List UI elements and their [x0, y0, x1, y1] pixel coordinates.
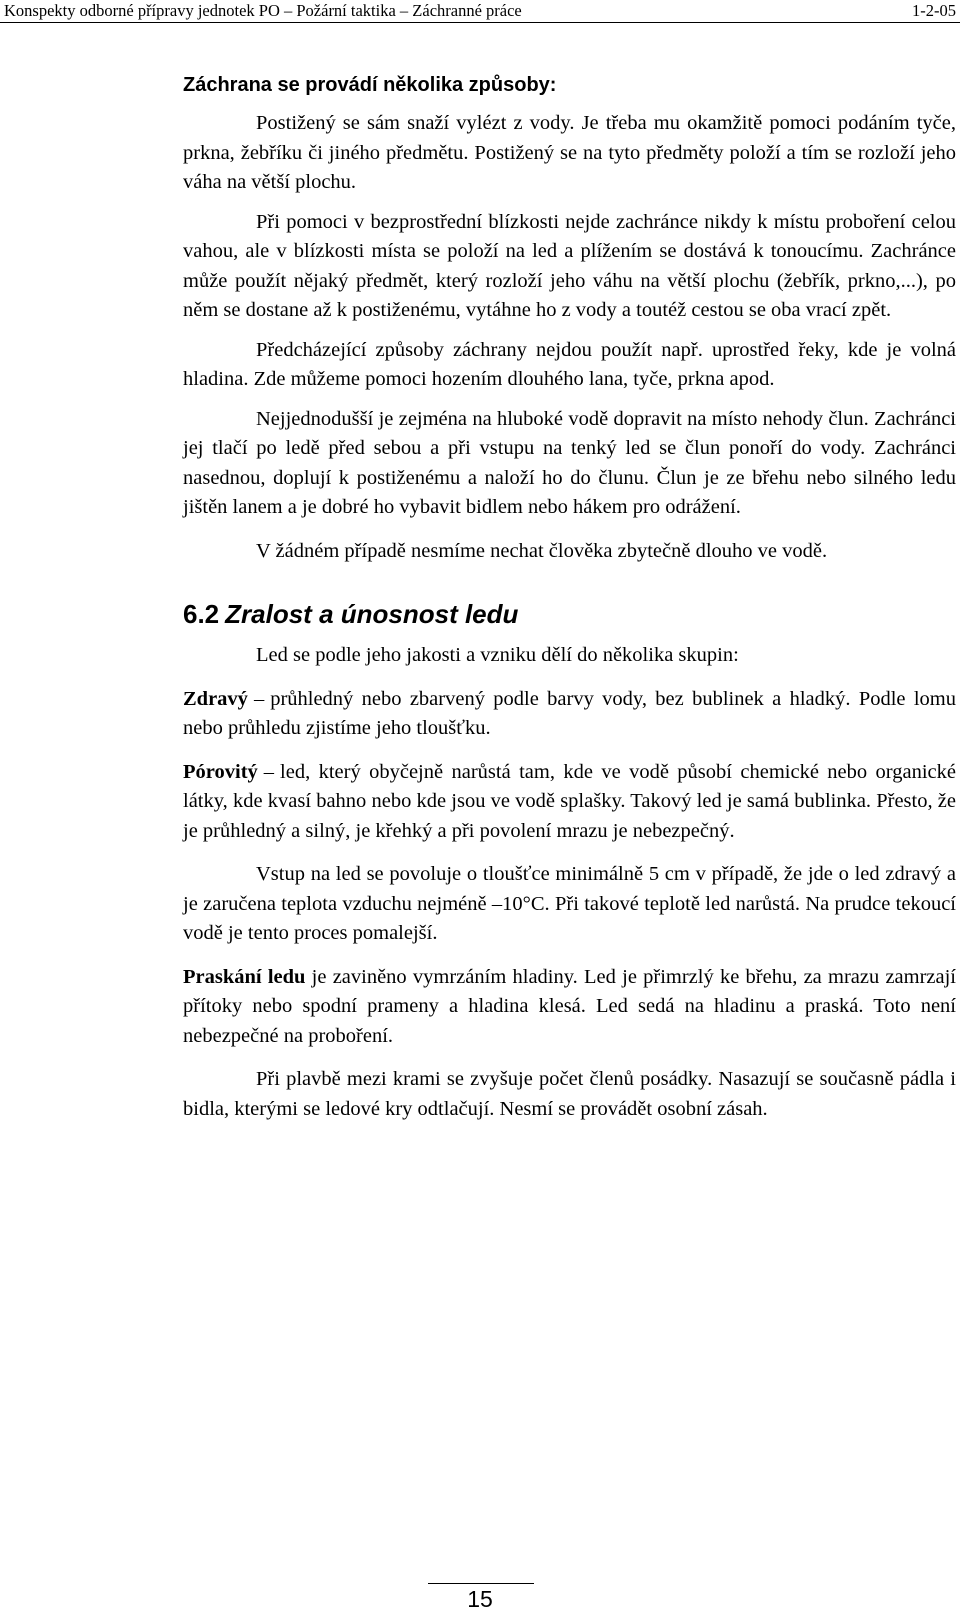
ice-type-porous-term: Pórovitý — [183, 760, 258, 783]
ice-type-healthy-dash: – — [253, 687, 265, 710]
ice-cracking-term: Praskání ledu — [183, 965, 306, 988]
footer-divider — [428, 1583, 534, 1584]
ice-cracking — [183, 963, 956, 1052]
header-document-code: 1-2-05 — [912, 1, 956, 20]
ice-type-healthy-term: Zdravý — [183, 687, 248, 710]
rescue-paragraph-3: Předcházející způsoby záchrany nejdou použít např. uprostřed řeky, kde je volná hladina. Zde můžeme pomoci hozením dlouhého lana, tyče, prkna apod. — [183, 338, 956, 390]
ice-cracking-text: je zaviněno vymrzáním hladiny. Led je přimrzlý ke břehu, za mrazu zamrzají přítoky nebo spodní prameny a hladina klesá. Led sedá na hladinu a praská. Toto není nebezpečné na proboření. — [183, 965, 957, 1047]
ice-types-intro: Led se podle jeho jakosti a vzniku dělí do několika skupin: — [256, 644, 739, 666]
rescue-paragraph-2: Při pomoci v bezprostřední blízkosti nejde zachránce nikdy k místu proboření celou vahou, ale v blízkosti místa se položí na led a plížením se dostává k tonoucímu. Zachránce může použít nějaký předmět, který rozloží jeho váhu na větší plochu (žebřík, prkno,...), po něm se dostane až k postiženému, vytáhne ho z vody a toutéž cestou se oba vrací zpět. — [183, 210, 956, 321]
rescue-paragraph-1: Postižený se sám snaží vylézt z vody. Je třeba mu okamžitě pomoci podáním tyče, prkna, žebříku či jiného předmětu. Postižený se na tyto předměty položí a tím se rozloží jeho váha na větší plochu. — [183, 112, 956, 193]
ice-type-porous-text: led, který obyčejně narůstá tam, kde ve vodě působí chemické nebo organické látky, kde kvasí bahno nebo kde jsou ve vodě splašky. Takový led je samá bublinka. Přesto, že je průhledný a silný, je křehký a při povolení mrazu je nebezpečný. — [183, 760, 956, 842]
ice-type-healthy — [183, 685, 956, 744]
ice-type-healthy-text: průhledný nebo zbarvený podle barvy vody, bez bublinek a hladký. Podle lomu nebo průhledu zjistíme jeho tloušťku. — [183, 687, 956, 739]
header-title: Konspekty odborné přípravy jednotek PO – Požární taktika – Záchranné práce — [4, 1, 522, 20]
section-title: Zralost a únosnost ledu — [225, 599, 519, 629]
rescue-methods-heading: Záchrana se provádí několika způsoby: — [183, 74, 557, 96]
rescue-paragraph-5: V žádném případě nesmíme nechat člověka zbytečně dlouho ve vodě. — [256, 539, 828, 562]
section-heading — [183, 598, 956, 630]
ice-floes-paragraph: Při plavbě mezi krami se zvyšuje počet členů posádky. Nasazují se současně pádla i bidla, kterými se ledové kry odtlačují. Nesmí se provádět osobní zásah. — [183, 1068, 956, 1120]
ice-type-porous-dash: – — [263, 760, 275, 783]
page-header — [0, 0, 960, 23]
page-content — [183, 72, 956, 1124]
rescue-paragraph-4: Nejjednodušší je zejména na hluboké vodě dopravit na místo nehody člun. Zachránci jej tlačí po ledě před sebou a při vstupu na tenký led se člun ponoří do vody. Zachránci nasednou, doplují k postiženému a naloží ho do člunu. Člun je ze břehu nebo silného ledu jištěn lanem a je dobré ho vybavit bidlem nebo hákem pro odrážení. — [183, 407, 956, 518]
ice-type-porous — [183, 758, 956, 847]
ice-entry-rule: Vstup na led se povoluje o tloušťce minimálně 5 cm v případě, že jde o led zdravý a je zaručena teplota vzduchu nejméně –10°C. Při takové teplotě led narůstá. Na prudce tekoucí vodě je tento proces pomalejší. — [183, 863, 956, 944]
section-number: 6.2 — [183, 599, 220, 629]
page-number: 15 — [467, 1586, 493, 1612]
